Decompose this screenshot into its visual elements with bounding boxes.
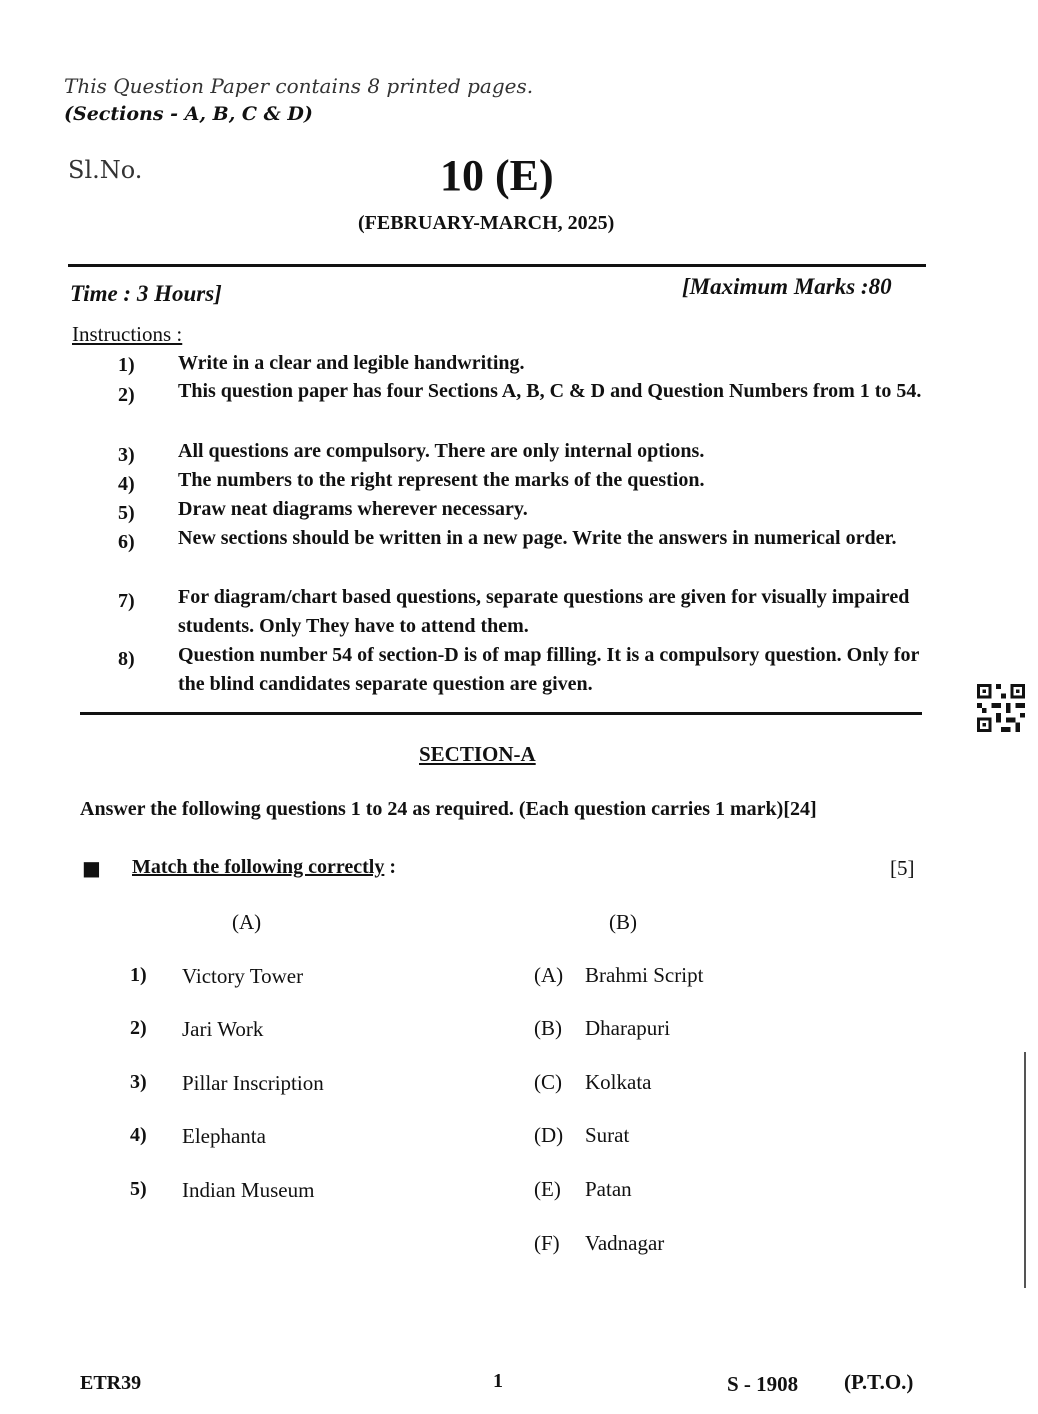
instruction-text: Write in a clear and legible handwriting.: [178, 352, 525, 374]
instruction-text: New sections should be written in a new page. Write the answers in numerical order.: [178, 527, 897, 549]
instruction-text: All questions are compulsory. There are only internal options.: [178, 440, 705, 462]
match-b-item: Patan: [585, 1177, 632, 1201]
match-b-item: Kolkata: [585, 1070, 652, 1094]
instruction-number: 2): [118, 384, 135, 406]
match-a-number: 2): [130, 1017, 147, 1039]
match-b-item: Vadnagar: [585, 1231, 665, 1255]
match-a-number: 3): [130, 1071, 147, 1093]
instruction-number: 6): [118, 531, 135, 553]
match-b-item: Dharapuri: [585, 1016, 671, 1040]
match-b-label: (D): [534, 1123, 564, 1147]
match-b-label: (E): [534, 1177, 561, 1201]
match-b-item: Surat: [585, 1123, 630, 1147]
match-b-label: (A): [534, 963, 564, 987]
match-b-label: (C): [534, 1070, 562, 1094]
match-a-item: Indian Museum: [182, 1178, 315, 1202]
qr-code-icon: [976, 684, 1026, 732]
column-b-header: (B): [609, 910, 637, 934]
match-a-number: 5): [130, 1178, 147, 1200]
bullet-icon: ■: [82, 856, 101, 880]
match-a-item: Victory Tower: [182, 964, 304, 988]
match-a-item: Pillar Inscription: [182, 1071, 324, 1095]
instruction-number: 8): [118, 648, 135, 670]
instruction-number: 3): [118, 444, 135, 466]
match-a-number: 1): [130, 964, 147, 986]
pages-note: This Question Paper contains 8 printed pages.: [64, 74, 534, 98]
footer-code: ETR39: [80, 1372, 142, 1394]
exam-session: (FEBRUARY-MARCH, 2025): [358, 212, 615, 234]
match-a-item: Jari Work: [182, 1017, 264, 1041]
top-rule: [68, 264, 926, 267]
instruction-number: 7): [118, 590, 135, 612]
scan-edge-line: [1024, 1052, 1026, 1288]
serial-label: Sl.No.: [68, 156, 143, 184]
match-b-label: (F): [534, 1231, 560, 1255]
section-rule: [80, 712, 922, 715]
footer-pto: (P.T.O.): [844, 1370, 914, 1394]
column-a-header: (A): [232, 910, 262, 934]
match-b-label: (B): [534, 1016, 562, 1040]
time-allowed: Time : 3 Hours]: [70, 281, 222, 306]
instruction-number: 5): [118, 502, 135, 524]
match-b-item: Brahmi Script: [585, 963, 704, 987]
instruction-text: The numbers to the right represent the marks of the question.: [178, 469, 705, 491]
instruction-text: Question number 54 of section-D is of map filling. It is a compulsory question. Only for the blind candidates separate question are given.: [178, 644, 919, 695]
paper-code: 10 (E): [440, 151, 554, 200]
instruction-number: 1): [118, 354, 135, 376]
section-a-direction: Answer the following questions 1 to 24 as required. (Each question carries 1 mark)[24]: [80, 798, 817, 820]
match-heading: Match the following correctly: [132, 856, 385, 878]
instruction-text: This question paper has four Sections A, B, C & D and Question Numbers from 1 to 54.: [178, 380, 922, 402]
section-a-title: SECTION-A: [419, 742, 536, 766]
sections-note: (Sections - A, B, C & D): [64, 103, 313, 125]
instruction-number: 4): [118, 473, 135, 495]
page-number: 1: [493, 1370, 503, 1392]
match-heading-line: [132, 856, 396, 879]
instruction-text: Draw neat diagrams wherever necessary.: [178, 498, 528, 520]
match-a-number: 4): [130, 1124, 147, 1146]
footer-series: S - 1908: [727, 1372, 799, 1396]
match-heading-colon: :: [389, 856, 397, 878]
match-a-item: Elephanta: [182, 1124, 266, 1148]
instructions-heading: Instructions :: [72, 322, 183, 346]
maximum-marks: [Maximum Marks :80: [682, 274, 892, 299]
match-marks: [5]: [890, 856, 915, 880]
instruction-text: For diagram/chart based questions, separate questions are given for visually impaired students. Only They have to attend them.: [178, 586, 910, 637]
